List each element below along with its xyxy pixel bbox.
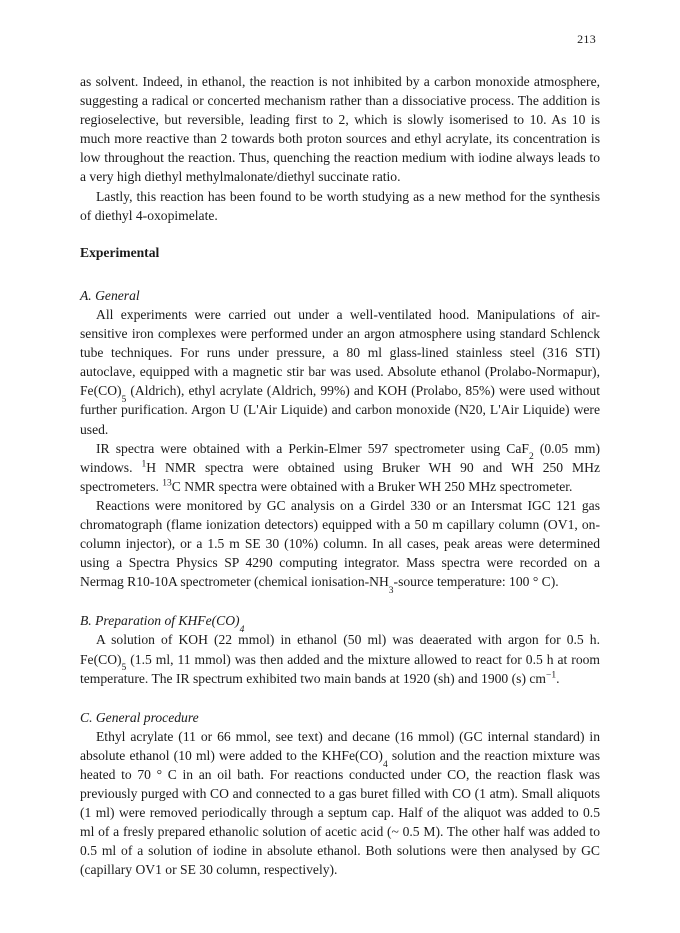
subscript: 5 <box>121 395 127 406</box>
procedure-paragraph <box>80 727 600 880</box>
preparation-paragraph <box>80 630 600 687</box>
text-run: -source temperature: 100 ° C). <box>393 574 559 590</box>
text-run: Ethyl acrylate (11 or 66 mmol, see text) and decane (16 mmol) (GC internal standard) in absolute ethanol (10 ml) were added to the KHFe(CO) <box>80 728 600 763</box>
text-run: (1.5 ml, 11 mmol) was then added and the mixture allowed to react for 0.5 h at room temperature. The IR spectrum exhibited two main bands at 1920 (sh) and 1900 (s) cm <box>80 651 600 686</box>
general-paragraph-1 <box>80 305 600 439</box>
subscript: 4 <box>382 759 388 770</box>
subscript: 5 <box>121 663 127 674</box>
text-run: solution and the reaction mixture was heated to 70 ° C in an oil bath. For reactions conducted under CO, the reaction flask was previously purged with CO and connected to a gas buret filled with CO (1 atm). Small aliquots (1 ml) were removed periodically through a septum cap. Half of the aliquot was added to 0.5 ml of a fresly prepared ethanolic solution of acetic acid (~ 0.5 M). The other half was added to 0.5 ml of a solution of iodine in absolute ethanol. Both solutions were then analysed by GC (capillary OV1 or SE 30 column, respectively). <box>80 747 600 878</box>
text-run: (Aldrich), ethyl acrylate (Aldrich, 99%) and KOH (Prolabo, 85%) were used without further purification. Argon U (L'Air Liquide) and carbon monoxide (N20, L'Air Liquide) were used. <box>80 383 600 437</box>
subsection-heading-procedure: C. General procedure <box>80 709 199 725</box>
general-paragraph-3 <box>80 496 600 596</box>
text-run: H NMR spectra were obtained using Bruker WH 90 and WH 250 MHz spectrometers. <box>80 459 600 494</box>
general-paragraph-2 <box>80 439 600 496</box>
subsection-heading-preparation <box>80 611 600 636</box>
subscript: 4 <box>239 625 245 636</box>
superscript: −1 <box>545 670 557 681</box>
text-run: B. Preparation of KHFe(CO) <box>80 613 240 629</box>
page-number: 213 <box>577 32 596 46</box>
intro-paragraph: as solvent. Indeed, in ethanol, the reaction is not inhibited by a carbon monoxide atmosphere, suggesting a radical or concerted mechanism rather than a dissociative process. The addition is regioselective, but reversible, leading first to 2, which is slowly isomerised to 10. As 10 is much more reactive than 2 towards both proton sources and ethyl acrylate, its concentration is low throughout the reaction. Thus, quenching the reaction medium with iodine always leads to a very high diethyl methylmalonate/diethyl succinate ratio. <box>80 74 600 185</box>
superscript: 13 <box>162 478 172 489</box>
text-run: Reactions were monitored by GC analysis on a Girdel 330 or an Intersmat IGC 121 gas chromatograph (flame ionization detectors) equipped with a 50 m capillary column (OV1, on-column injector), or a 1.5 m SE 30 (10%) column. In all cases, peak areas were determined using a Spectra Physics SP 4290 computing integrator. Mass spectra were recorded on a Nermag R10-10A spectrometer (chemical ionisation-NH <box>80 497 600 590</box>
conclusion-paragraph: Lastly, this reaction has been found to be worth studying as a new method for the synthesis of diethyl 4-oxopimelate. <box>80 188 600 223</box>
subscript: 2 <box>528 452 534 463</box>
text-run: All experiments were carried out under a well-ventilated hood. Manipulations of air-sensitive iron complexes were performed under an argon atmosphere using standard Schlenck tube techniques. For runs under pressure, a 80 ml glass-lined stainless steel (316 STI) autoclave, equipped with a magnetic stir bar was used. Absolute ethanol (Prolabo-Normapur), Fe(CO) <box>80 306 600 399</box>
text-run: . <box>556 670 560 686</box>
text-run: C NMR spectra were obtained with a Bruker WH 250 MHz spectrometer. <box>171 478 573 494</box>
section-title-experimental: Experimental <box>80 244 160 260</box>
page-body <box>80 30 600 880</box>
text-run: (0.05 mm) windows. <box>80 440 600 475</box>
text-run: A solution of KOH (22 mmol) in ethanol (50 ml) was deaerated with argon for 0.5 h. Fe(CO) <box>80 632 600 667</box>
text-run: IR spectra were obtained with a Perkin-Elmer 597 spectrometer using CaF <box>96 440 529 456</box>
subscript: 3 <box>388 585 394 596</box>
superscript: 1 <box>141 459 147 470</box>
subsection-heading-general: A. General <box>80 287 140 303</box>
